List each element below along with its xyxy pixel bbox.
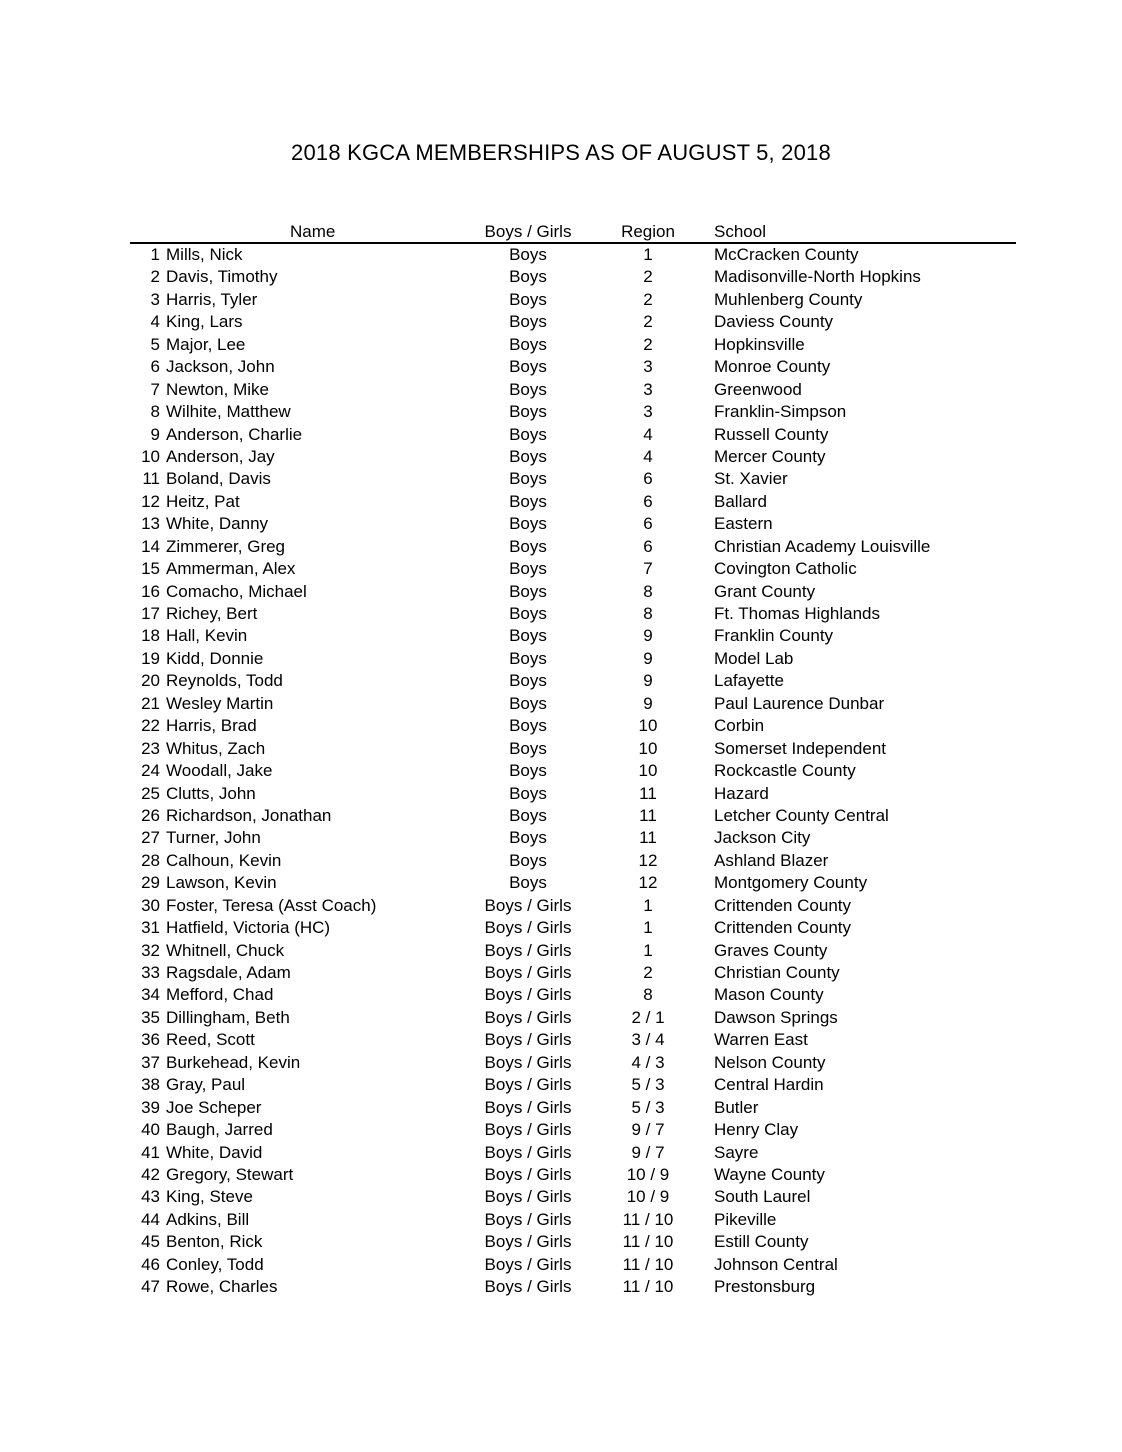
- school-cell: Daviess County: [714, 312, 834, 332]
- row-number: 33: [141, 963, 160, 982]
- member-name: Reynolds, Todd: [166, 671, 283, 691]
- table-row: [130, 603, 1016, 625]
- member-name: White, David: [166, 1142, 263, 1162]
- school-cell: Crittenden County: [714, 895, 852, 915]
- table-row: [130, 805, 1016, 827]
- region-cell: 11 / 10: [622, 1232, 674, 1252]
- row-number: 38: [141, 1075, 160, 1095]
- school-cell: Somerset Independent: [714, 738, 887, 758]
- table-header: [130, 222, 1016, 244]
- boys-girls-cell: Boys / Girls: [484, 963, 572, 982]
- region-cell: 10: [638, 738, 658, 758]
- region-cell: 11: [639, 783, 657, 803]
- table-body: [130, 244, 1016, 1299]
- school-cell: South Laurel: [714, 1187, 811, 1207]
- table-row: [130, 693, 1016, 715]
- school-cell: Monroe County: [714, 357, 831, 377]
- row-number: 30: [141, 895, 160, 915]
- school-cell: Nelson County: [714, 1052, 826, 1072]
- member-name: Jackson, John: [166, 357, 275, 377]
- member-name: Ammerman, Alex: [166, 559, 296, 579]
- school-cell: Estill County: [714, 1232, 809, 1252]
- row-number: 42: [141, 1164, 160, 1184]
- region-cell: 2 / 1: [631, 1007, 665, 1027]
- row-number: 13: [141, 514, 160, 534]
- member-name: Comacho, Michael: [166, 581, 307, 601]
- table-row: [130, 895, 1016, 917]
- school-cell: Wayne County: [714, 1164, 825, 1184]
- region-cell: 2: [643, 963, 653, 982]
- boys-girls-cell: Boys / Girls: [484, 1075, 572, 1095]
- school-cell: Jackson City: [714, 828, 811, 848]
- boys-girls-cell: Boys: [509, 245, 547, 264]
- row-number: 15: [141, 559, 160, 579]
- school-cell: Graves County: [714, 940, 828, 960]
- school-cell: Henry Clay: [714, 1120, 799, 1140]
- region-cell: 9: [643, 626, 653, 646]
- boys-girls-cell: Boys / Girls: [484, 1097, 572, 1117]
- boys-girls-cell: Boys: [509, 536, 547, 556]
- boys-girls-cell: Boys: [509, 312, 547, 332]
- member-name: Mefford, Chad: [166, 985, 274, 1005]
- row-number: 46: [141, 1254, 160, 1274]
- school-cell: Eastern: [714, 514, 773, 534]
- boys-girls-cell: Boys / Girls: [484, 940, 572, 960]
- boys-girls-cell: Boys: [509, 402, 547, 422]
- table-row: [130, 1231, 1016, 1253]
- boys-girls-cell: Boys: [509, 267, 547, 287]
- row-number: 19: [141, 648, 160, 668]
- region-cell: 8: [643, 604, 653, 623]
- table-row: [130, 468, 1016, 490]
- row-number: 8: [150, 402, 160, 422]
- region-cell: 12: [638, 873, 658, 893]
- member-name: Wilhite, Matthew: [166, 402, 291, 422]
- region-cell: 12: [638, 850, 658, 870]
- member-name: Harris, Brad: [166, 716, 257, 736]
- school-cell: Model Lab: [714, 648, 794, 668]
- table-row: [130, 1276, 1016, 1298]
- page-title: 2018 KGCA MEMBERSHIPS AS OF AUGUST 5, 2018: [291, 140, 831, 165]
- member-name: Hatfield, Victoria (HC): [166, 918, 331, 938]
- row-number: 27: [141, 828, 160, 848]
- boys-girls-cell: Boys: [509, 469, 547, 489]
- region-cell: 8: [643, 581, 653, 601]
- member-name: Richey, Bert: [166, 604, 258, 623]
- table-row: [130, 1052, 1016, 1074]
- region-cell: 9: [643, 671, 653, 691]
- region-cell: 10 / 9: [626, 1187, 670, 1207]
- region-cell: 6: [643, 469, 653, 489]
- row-number: 43: [141, 1187, 160, 1207]
- row-number: 21: [141, 693, 160, 713]
- boys-girls-cell: Boys / Girls: [484, 918, 572, 938]
- table-row: [130, 827, 1016, 849]
- school-cell: Greenwood: [714, 379, 802, 399]
- region-cell: 9: [643, 648, 653, 668]
- boys-girls-cell: Boys / Girls: [484, 1052, 572, 1072]
- membership-table: [130, 222, 1016, 1299]
- member-name: Gray, Paul: [166, 1075, 246, 1095]
- boys-girls-cell: Boys: [509, 671, 547, 691]
- region-cell: 9: [643, 693, 653, 713]
- table-row: [130, 1254, 1016, 1276]
- member-name: Rowe, Charles: [166, 1277, 278, 1297]
- member-name: King, Steve: [166, 1187, 253, 1207]
- row-number: 1: [150, 245, 160, 264]
- school-cell: Christian County: [714, 963, 840, 982]
- boys-girls-cell: Boys: [509, 626, 547, 646]
- boys-girls-cell: Boys / Girls: [484, 1142, 572, 1162]
- row-number: 12: [141, 491, 160, 511]
- table-row: [130, 625, 1016, 647]
- region-cell: 11: [639, 805, 657, 825]
- region-cell: 11 / 10: [622, 1209, 674, 1229]
- row-number: 14: [141, 536, 160, 556]
- member-name: Dillingham, Beth: [166, 1007, 290, 1027]
- table-row: [130, 513, 1016, 535]
- school-cell: Hazard: [714, 783, 769, 803]
- member-name: Woodall, Jake: [166, 761, 273, 781]
- region-cell: 2: [643, 289, 653, 309]
- table-row: [130, 715, 1016, 737]
- school-cell: Warren East: [714, 1030, 808, 1050]
- row-number: 47: [141, 1277, 160, 1297]
- row-number: 4: [150, 312, 160, 332]
- row-number: 9: [150, 424, 160, 444]
- table-row: [130, 738, 1016, 760]
- member-name: Wesley Martin: [166, 693, 274, 713]
- school-cell: Covington Catholic: [714, 559, 857, 579]
- header-name: Name: [290, 222, 336, 241]
- row-number: 20: [141, 671, 160, 691]
- member-name: Anderson, Charlie: [166, 424, 303, 444]
- member-name: Boland, Davis: [166, 469, 271, 489]
- row-number: 10: [141, 446, 160, 466]
- boys-girls-cell: Boys / Girls: [484, 1164, 572, 1184]
- boys-girls-cell: Boys: [509, 828, 547, 848]
- header-region: Region: [621, 222, 675, 241]
- region-cell: 5 / 3: [631, 1097, 665, 1117]
- member-name: Hall, Kevin: [166, 626, 248, 646]
- row-number: 35: [141, 1007, 160, 1027]
- school-cell: Pikeville: [714, 1209, 777, 1229]
- table-row: [130, 266, 1016, 288]
- boys-girls-cell: Boys: [509, 761, 547, 781]
- table-row: [130, 984, 1016, 1006]
- table-row: [130, 244, 1016, 266]
- row-number: 39: [141, 1097, 160, 1117]
- region-cell: 8: [643, 985, 653, 1005]
- region-cell: 9 / 7: [631, 1142, 665, 1162]
- boys-girls-cell: Boys: [509, 850, 547, 870]
- member-name: Baugh, Jarred: [166, 1120, 273, 1140]
- region-cell: 1: [643, 918, 653, 938]
- boys-girls-cell: Boys / Girls: [484, 1120, 572, 1140]
- school-cell: Corbin: [714, 716, 765, 736]
- region-cell: 2: [643, 334, 653, 354]
- member-name: Kidd, Donnie: [166, 648, 264, 668]
- table-row: [130, 311, 1016, 333]
- member-name: Turner, John: [166, 828, 261, 848]
- member-name: Clutts, John: [166, 783, 256, 803]
- region-cell: 11: [639, 828, 657, 848]
- school-cell: Crittenden County: [714, 918, 852, 938]
- row-number: 3: [150, 289, 160, 309]
- member-name: Ragsdale, Adam: [166, 963, 291, 982]
- region-cell: 4: [643, 446, 653, 466]
- row-number: 25: [141, 783, 160, 803]
- row-number: 23: [141, 738, 160, 758]
- school-cell: Central Hardin: [714, 1075, 824, 1095]
- region-cell: 6: [643, 514, 653, 534]
- table-row: [130, 1029, 1016, 1051]
- member-name: Burkehead, Kevin: [166, 1052, 301, 1072]
- boys-girls-cell: Boys / Girls: [484, 1007, 572, 1027]
- row-number: 2: [150, 267, 160, 287]
- row-number: 41: [141, 1142, 160, 1162]
- table-row: [130, 670, 1016, 692]
- boys-girls-cell: Boys: [509, 559, 547, 579]
- table-row: [130, 648, 1016, 670]
- school-cell: Prestonsburg: [714, 1277, 816, 1297]
- school-cell: Franklin-Simpson: [714, 402, 847, 422]
- school-cell: Dawson Springs: [714, 1007, 838, 1027]
- member-name: Davis, Timothy: [166, 267, 278, 287]
- school-cell: Paul Laurence Dunbar: [714, 693, 885, 713]
- header-boys-girls: Boys / Girls: [484, 222, 572, 241]
- row-number: 36: [141, 1030, 160, 1050]
- member-name: Major, Lee: [166, 334, 246, 354]
- boys-girls-cell: Boys: [509, 693, 547, 713]
- table-row: [130, 558, 1016, 580]
- region-cell: 3: [643, 402, 653, 422]
- region-cell: 11 / 10: [622, 1277, 674, 1297]
- row-number: 44: [141, 1209, 160, 1229]
- member-name: Foster, Teresa (Asst Coach): [166, 895, 377, 915]
- table-row: [130, 1097, 1016, 1119]
- table-row: [130, 962, 1016, 984]
- school-cell: Russell County: [714, 424, 829, 444]
- boys-girls-cell: Boys / Girls: [484, 1277, 572, 1297]
- boys-girls-cell: Boys: [509, 581, 547, 601]
- school-cell: McCracken County: [714, 245, 859, 264]
- boys-girls-cell: Boys / Girls: [484, 895, 572, 915]
- region-cell: 7: [643, 559, 653, 579]
- row-number: 17: [141, 604, 160, 623]
- region-cell: 6: [643, 536, 653, 556]
- boys-girls-cell: Boys / Girls: [484, 1187, 572, 1207]
- row-number: 29: [141, 873, 160, 893]
- table-row: [130, 1142, 1016, 1164]
- region-cell: 5 / 3: [631, 1075, 665, 1095]
- member-name: Newton, Mike: [166, 379, 269, 399]
- school-cell: Madisonville-North Hopkins: [714, 267, 921, 287]
- table-row: [130, 940, 1016, 962]
- row-number: 7: [150, 379, 160, 399]
- boys-girls-cell: Boys: [509, 446, 547, 466]
- region-cell: 9 / 7: [631, 1120, 665, 1140]
- boys-girls-cell: Boys / Girls: [484, 985, 572, 1005]
- table-row: [130, 401, 1016, 423]
- school-cell: Letcher County Central: [714, 805, 889, 825]
- school-cell: Muhlenberg County: [714, 289, 863, 309]
- row-number: 40: [141, 1120, 160, 1140]
- table-row: [130, 1186, 1016, 1208]
- region-cell: 6: [643, 491, 653, 511]
- region-cell: 10: [638, 716, 658, 736]
- region-cell: 2: [643, 267, 653, 287]
- row-number: 18: [141, 626, 160, 646]
- row-number: 11: [142, 469, 160, 489]
- table-row: [130, 1007, 1016, 1029]
- school-cell: Ft. Thomas Highlands: [714, 604, 880, 623]
- region-cell: 11 / 10: [622, 1254, 674, 1274]
- row-number: 37: [141, 1052, 160, 1072]
- table-row: [130, 424, 1016, 446]
- member-name: Conley, Todd: [166, 1254, 264, 1274]
- boys-girls-cell: Boys: [509, 738, 547, 758]
- school-cell: Mason County: [714, 985, 824, 1005]
- row-number: 32: [141, 940, 160, 960]
- boys-girls-cell: Boys / Girls: [484, 1232, 572, 1252]
- member-name: Whitus, Zach: [166, 738, 266, 758]
- member-name: Joe Scheper: [166, 1097, 262, 1117]
- school-cell: Montgomery County: [714, 873, 868, 893]
- header-school: School: [714, 222, 766, 241]
- member-name: Mills, Nick: [166, 245, 243, 264]
- member-name: Whitnell, Chuck: [166, 940, 285, 960]
- table-row: [130, 1119, 1016, 1141]
- row-number: 31: [141, 918, 160, 938]
- table-row: [130, 1164, 1016, 1186]
- table-row: [130, 1209, 1016, 1231]
- boys-girls-cell: Boys: [509, 424, 547, 444]
- school-cell: Mercer County: [714, 446, 826, 466]
- table-row: [130, 289, 1016, 311]
- member-name: King, Lars: [166, 312, 243, 332]
- boys-girls-cell: Boys: [509, 716, 547, 736]
- member-name: Richardson, Jonathan: [166, 805, 332, 825]
- school-cell: Franklin County: [714, 626, 834, 646]
- region-cell: 2: [643, 312, 653, 332]
- table-row: [130, 783, 1016, 805]
- region-cell: 1: [643, 940, 653, 960]
- member-name: Benton, Rick: [166, 1232, 263, 1252]
- boys-girls-cell: Boys / Girls: [484, 1209, 572, 1229]
- member-name: Reed, Scott: [166, 1030, 255, 1050]
- region-cell: 10: [638, 761, 658, 781]
- boys-girls-cell: Boys: [509, 357, 547, 377]
- table-row: [130, 446, 1016, 468]
- boys-girls-cell: Boys: [509, 648, 547, 668]
- member-name: Harris, Tyler: [166, 289, 258, 309]
- boys-girls-cell: Boys: [509, 289, 547, 309]
- school-cell: Lafayette: [714, 671, 784, 691]
- row-number: 45: [141, 1232, 160, 1252]
- row-number: 16: [141, 581, 160, 601]
- table-row: [130, 356, 1016, 378]
- boys-girls-cell: Boys / Girls: [484, 1254, 572, 1274]
- member-name: Anderson, Jay: [166, 446, 275, 466]
- boys-girls-cell: Boys / Girls: [484, 1030, 572, 1050]
- boys-girls-cell: Boys: [509, 604, 547, 623]
- member-name: Heitz, Pat: [166, 491, 240, 511]
- school-cell: Hopkinsville: [714, 334, 805, 354]
- member-name: Adkins, Bill: [166, 1209, 250, 1229]
- school-cell: Sayre: [714, 1142, 759, 1162]
- table-row: [130, 760, 1016, 782]
- table-row: [130, 334, 1016, 356]
- table-row: [130, 872, 1016, 894]
- region-cell: 1: [643, 895, 653, 915]
- table-row: [130, 491, 1016, 513]
- row-number: 34: [141, 985, 160, 1005]
- boys-girls-cell: Boys: [509, 379, 547, 399]
- table-row: [130, 1074, 1016, 1096]
- school-cell: Ballard: [714, 491, 767, 511]
- region-cell: 3 / 4: [631, 1030, 665, 1050]
- row-number: 24: [141, 761, 160, 781]
- row-number: 22: [141, 716, 160, 736]
- boys-girls-cell: Boys: [509, 334, 547, 354]
- region-cell: 4: [643, 424, 653, 444]
- region-cell: 3: [643, 357, 653, 377]
- school-cell: Butler: [714, 1097, 759, 1117]
- region-cell: 1: [643, 245, 653, 264]
- member-name: Calhoun, Kevin: [166, 850, 282, 870]
- school-cell: Ashland Blazer: [714, 850, 829, 870]
- member-name: Zimmerer, Greg: [166, 536, 286, 556]
- member-name: White, Danny: [166, 514, 269, 534]
- table-row: [130, 850, 1016, 872]
- boys-girls-cell: Boys: [509, 805, 547, 825]
- school-cell: Johnson Central: [714, 1254, 838, 1274]
- table-row: [130, 536, 1016, 558]
- school-cell: Rockcastle County: [714, 761, 856, 781]
- table-row: [130, 917, 1016, 939]
- row-number: 5: [150, 334, 160, 354]
- row-number: 26: [141, 805, 160, 825]
- boys-girls-cell: Boys: [509, 491, 547, 511]
- school-cell: St. Xavier: [714, 469, 788, 489]
- region-cell: 3: [643, 379, 653, 399]
- member-name: Lawson, Kevin: [166, 873, 277, 893]
- region-cell: 10 / 9: [626, 1164, 670, 1184]
- member-name: Gregory, Stewart: [166, 1164, 294, 1184]
- region-cell: 4 / 3: [631, 1052, 665, 1072]
- school-cell: Grant County: [714, 581, 816, 601]
- table-row: [130, 379, 1016, 401]
- row-number: 28: [141, 850, 160, 870]
- boys-girls-cell: Boys: [509, 873, 547, 893]
- row-number: 6: [150, 357, 160, 377]
- boys-girls-cell: Boys: [509, 783, 547, 803]
- table-row: [130, 581, 1016, 603]
- school-cell: Christian Academy Louisville: [714, 536, 931, 556]
- boys-girls-cell: Boys: [509, 514, 547, 534]
